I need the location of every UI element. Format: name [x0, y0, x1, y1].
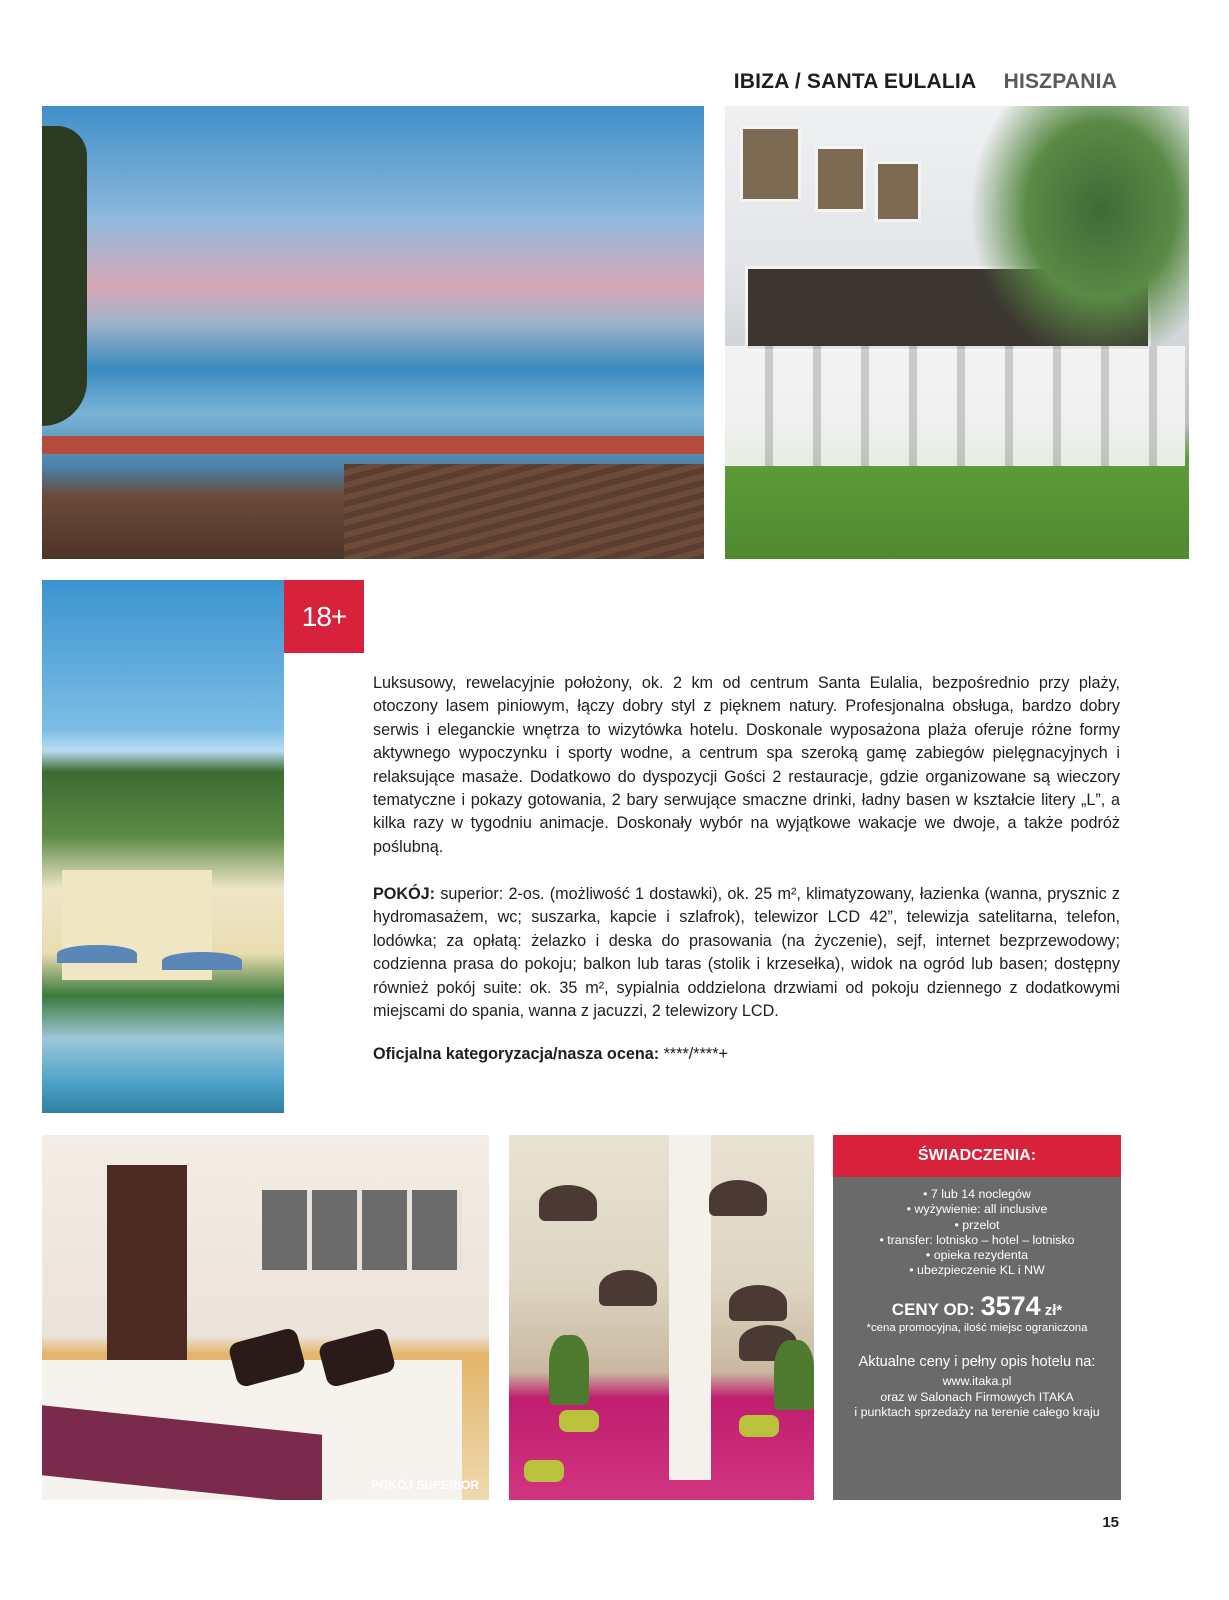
benefits-box — [833, 1135, 1121, 1500]
benefit-item: • opieka rezydenta — [925, 1248, 1029, 1263]
benefits-list — [833, 1187, 1121, 1279]
price — [833, 1291, 1121, 1322]
pool-photo — [42, 106, 704, 559]
benefit-item: • przelot — [954, 1217, 1000, 1232]
age-badge: 18+ — [284, 580, 364, 653]
contact-line: oraz w Salonach Firmowych ITAKA — [880, 1389, 1074, 1404]
rooms-section — [373, 883, 1120, 1023]
benefit-item: • ubezpieczenie KL i NW — [909, 1263, 1045, 1278]
benefit-item: • wyżywienie: all inclusive — [906, 1202, 1048, 1217]
lounge-photo — [509, 1135, 814, 1500]
bedroom-caption: POKÓJ SUPERIOR — [370, 1478, 479, 1492]
benefits-title: ŚWIADCZENIA: — [833, 1135, 1121, 1177]
rooms-label: POKÓJ: — [373, 885, 436, 903]
price-currency: zł* — [1044, 1301, 1063, 1319]
price-note: *cena promocyjna, ilość miejsc ograniczona — [866, 1321, 1088, 1334]
benefit-item: • transfer: lotnisko – hotel – lotnisko — [879, 1232, 1075, 1247]
bedroom-photo — [42, 1135, 489, 1500]
contact-info — [833, 1374, 1121, 1421]
header-location: IBIZA / SANTA EULALIA — [733, 70, 976, 93]
benefit-item: • 7 lub 14 noclegów — [923, 1187, 1031, 1201]
garden-terrace-photo — [725, 106, 1189, 559]
price-label: CENY OD: — [891, 1299, 975, 1319]
rooms-text: superior: 2-os. (możliwość 1 dostawki), ok. 25 m², klimatyzowany, łazienka (wanna, prysznic z hydromasażem, wc; suszarka, kapcie i szlafrok), telewizor LCD 42”, telewizja satelitarna, telefon, lodówka; za opłatą: żelazko i deska do prasowania (na życzenie), sejf, internet bezprzewodowy; codzienna prasa do pokoju; balkon lub taras (stolik i krzesełka), widok na ogród lub basen; dostępny również pokój suite: ok. 35 m², sypialnia oddzielona drzwiami od pokoju dziennego z dodatkowymi miejscami do spania, wanna z jacuzzi, 2 telewizory LCD. — [373, 885, 1121, 1021]
category-label: Oficjalna kategoryzacja/nasza ocena: — [373, 1045, 660, 1063]
contact-website: www.itaka.pl — [942, 1373, 1012, 1388]
price-value: 3574 — [980, 1290, 1041, 1321]
hotel-description: Luksusowy, rewelacyjnie położony, ok. 2 km od centrum Santa Eulalia, bezpośrednio przy plaży, otoczony lasem piniowym, łączy dobry styl z pięknem natury. Profesjonalna obsługa, bardzo dobry serwis i eleganckie wnętrza to wizytówka hotelu. Doskonale wyposażona plaża oferuje różne formy aktywnego wypoczynku i sporty wodne, a centrum spa szeroką gamę zabiegów pielęgnacyjnych i relaksujące masaże. Dodatkowo do dyspozycji Gości 2 restauracje, gdzie organizowane są wieczory tematyczne i pokazy gotowania, 2 bary serwujące smaczne drinki, ładny basen w kształcie litery „L”, a kilka razy w tygodniu animacje. Doskonały wybór na wyjątkowe wakacje we dwoje, a także podróż poślubną. — [373, 674, 1120, 856]
page-number: 15 — [1102, 1514, 1119, 1531]
header-country: HISZPANIA — [1003, 70, 1117, 93]
category-rating — [373, 1043, 1120, 1066]
contact-line: i punktach sprzedaży na terenie całego kraju — [854, 1405, 1100, 1420]
page-header — [734, 70, 1117, 94]
current-info: Aktualne ceny i pełny opis hotelu na: — [858, 1353, 1096, 1370]
hotel-exterior-photo — [42, 580, 284, 1113]
category-stars: ****/****+ — [663, 1045, 728, 1063]
